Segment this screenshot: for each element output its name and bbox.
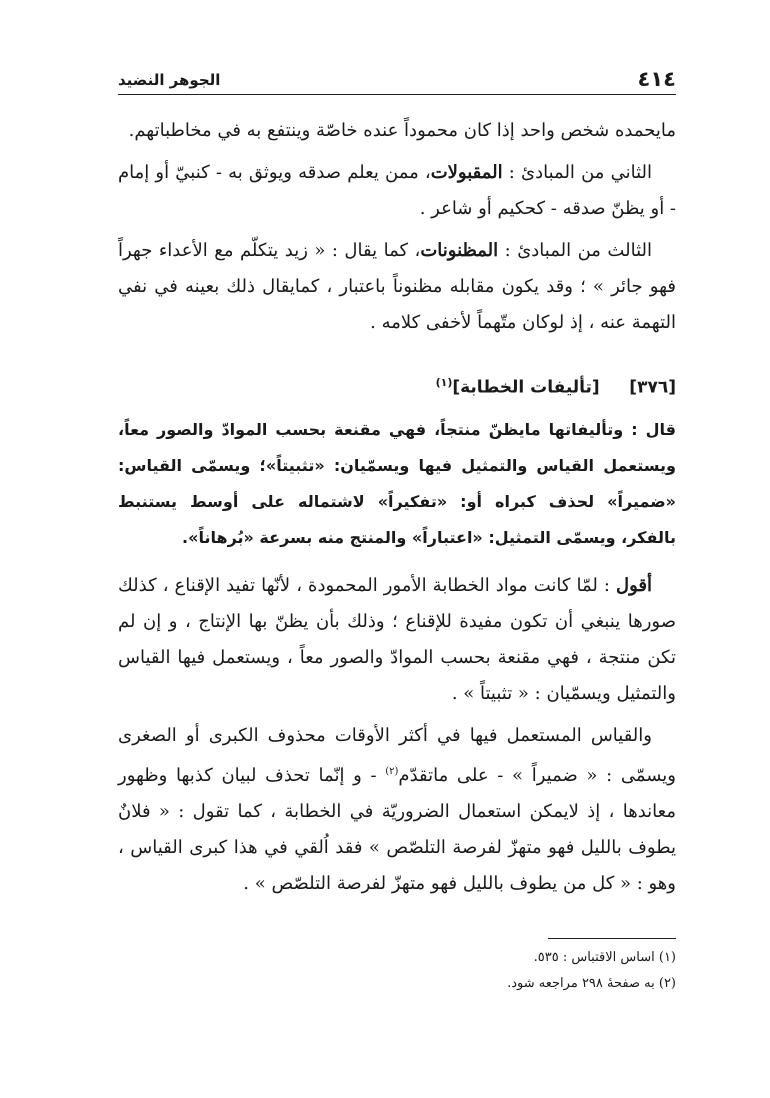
commentary-text: : لمّا كانت مواد الخطابة الأمور المحمودة ، لأنّها تفيد الإقناع ، كذلك صورها ينبغي أن تكون مفيدة للإقناع ؛ وذلك بأن يظنّ بها الإنتاج ، و إن لم تكن منتجة ، فهي مقنعة بحسب الموادّ والصور معاً ، ويستعمل فيها القياس والتمثيل ويسمّيان : « تثبيتاً » . <box>118 574 676 704</box>
footnotes <box>118 938 676 997</box>
paragraph <box>118 113 676 149</box>
commentary-paragraph <box>118 718 676 902</box>
running-title: الجوهر النضيد <box>118 71 221 89</box>
commentary-paragraph <box>118 568 676 712</box>
section-number: [٣٧٦] <box>629 377 676 398</box>
footnote-ref: (١) <box>435 376 453 389</box>
term-maqbulat: المقبولات <box>430 162 503 183</box>
paragraph-lead: الثاني من المبادئ : <box>502 162 652 183</box>
aqulu-keyword: أقول <box>616 574 652 596</box>
matn-text <box>118 412 676 556</box>
footnote-divider <box>548 938 676 939</box>
paragraph <box>118 233 676 341</box>
footnote-ref: (٢) <box>385 765 399 777</box>
paragraph-text: مايحمده شخص واحد إذا كان محموداً عنده خاصّة وينتفع به في مخاطباتهم. <box>128 120 676 141</box>
book-page <box>118 60 676 997</box>
qala-keyword: قال <box>645 419 676 439</box>
page-header <box>118 60 676 95</box>
paragraph-text: ، ممن يعلم صدقه ويوثق به - كنبيّ أو إمام - أو يظنّ صدقه - كحكيم أو شاعر . <box>118 162 676 219</box>
page-body <box>118 113 676 902</box>
term-maznunat: المظنونات <box>420 240 499 261</box>
matn-body: : وتأليفاتها مايظنّ منتجاً، فهي مقنعة بحسب الموادّ والصور معاً، ويستعمل القياس والتمثيل فيها ويسمّيان: «تثبيتاً»؛ ويسمّى القياس: «ضميراً» لحذف كبراه أو: «تفكيراً» لاشتماله على أوسط يستنبط بالفكر، ويسمّى التمثيل: «اعتباراً» والمنتج منه بسرعة «بُرهاناً». <box>118 419 676 547</box>
commentary-text: - و إنّما تحذف لبيان كذبها وظهور معاندها ، إذ لايمكن استعمال الضروريّة في الخطابة ، كما تقول : « فلانٌ يطوف بالليل فهو متهزّ لفرصة التلصّص » فقد اُلقي في هذا كبرى القياس ، وهو : « كل من يطوف بالليل فهو متهزّ لفرصة التلصّص » . <box>118 764 676 894</box>
section-heading <box>118 367 676 404</box>
paragraph-text: ، كما يقال : « زيد يتكلّم مع الأعداء جهراً فهو جائر » ؛ وقد يكون مقابله مظنوناً باعتبار ، كمايقال ذلك بعينه في نفي التهمة عنه ، إذ لوكان متّهماً لأخفى كلامه . <box>118 240 676 333</box>
paragraph <box>118 155 676 227</box>
section-title: [تأليفات الخطابة] <box>452 377 600 398</box>
footnote: (١) اساس الاقتباس : ٥٣٥. <box>533 949 676 965</box>
paragraph-lead: الثالث من المبادئ : <box>498 240 652 261</box>
page-number: ٤١٤ <box>637 67 676 91</box>
commentary-text: والقياس المستعمل فيها في أكثر الأوقات محذوف الكبرى أو الصغرى ويسمّى : « ضميراً » - على ماتقدّم <box>118 724 676 786</box>
footnote: (٢) به صفحهٔ ٢٩٨ مراجعه شود. <box>507 975 676 991</box>
